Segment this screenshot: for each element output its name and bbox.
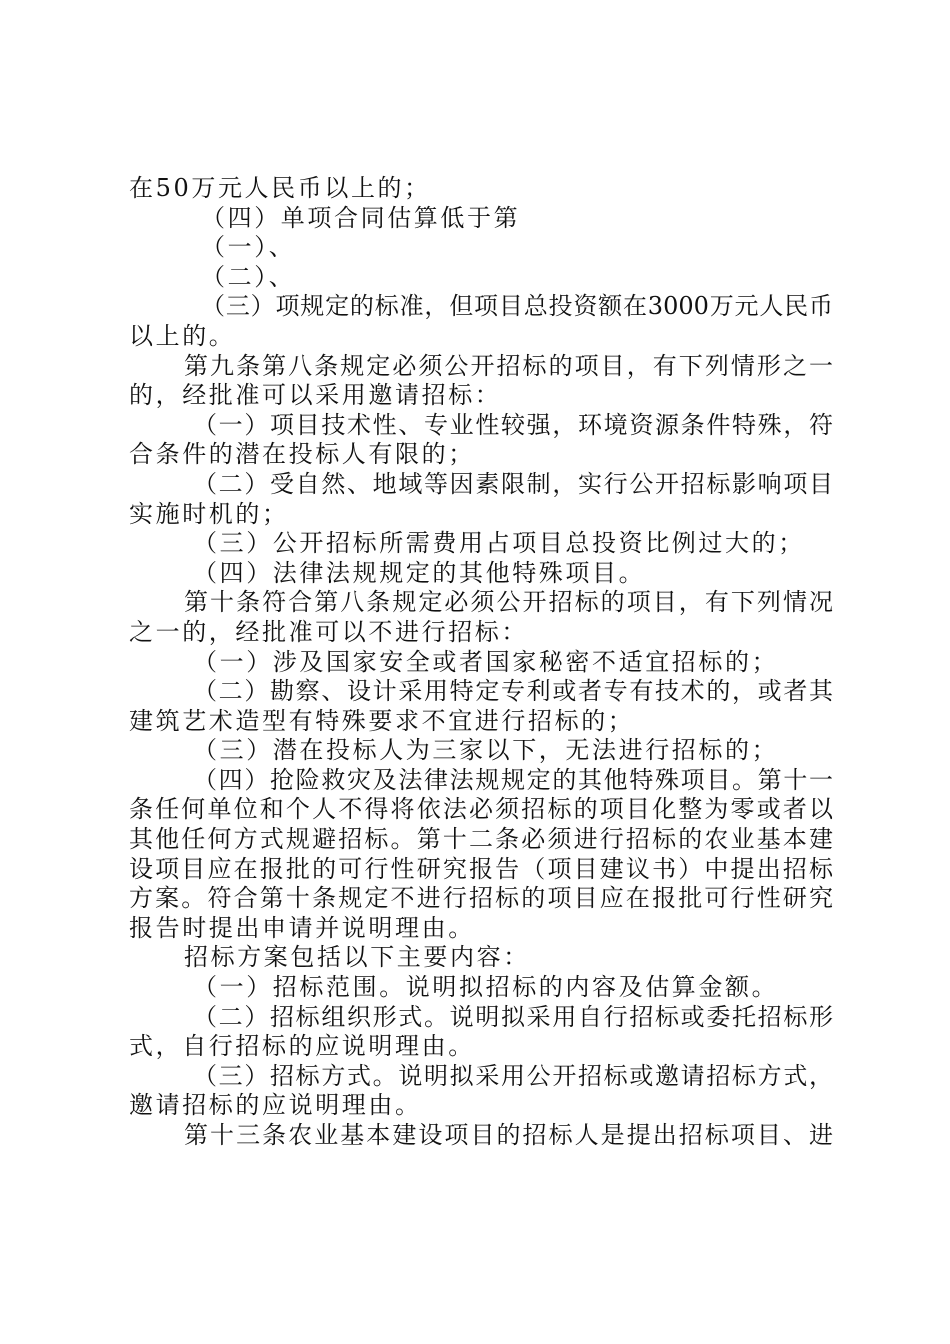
text-line-13: （三）公开招标所需费用占项目总投资比例过大的； xyxy=(193,529,805,558)
text-line-26: 报告时提出申请并说明理由。 xyxy=(129,913,475,942)
text-line-8: 的，经批准可以采用邀请招标： xyxy=(129,381,502,410)
text-line-18: （二）勘察、设计采用特定专利或者专有技术的，或者其 xyxy=(193,677,833,706)
text-line-27: 招标方案包括以下主要内容： xyxy=(184,943,530,972)
text-line-31: （三）招标方式。说明拟采用公开招标或邀请招标方式， xyxy=(193,1061,833,1090)
text-line-4: （二）、 xyxy=(201,262,296,291)
text-line-21: （四）抢险救灾及法律法规规定的其他特殊项目。第十一 xyxy=(193,765,833,794)
text-line-12: 实施时机的； xyxy=(129,499,289,528)
text-line-14: （四）法律法规规定的其他特殊项目。 xyxy=(193,558,646,587)
text-line-24: 设项目应在报批的可行性研究报告（项目建议书）中提出招标 xyxy=(129,854,833,883)
text-line-25: 方案。符合第十条规定不进行招标的项目应在报批可行性研究 xyxy=(129,884,833,913)
text-line-19: 建筑艺术造型有特殊要求不宜进行招标的； xyxy=(129,706,635,735)
text-line-28: （一）招标范围。说明拟招标的内容及估算金额。 xyxy=(193,973,779,1002)
text-line-2: （四）单项合同估算低于第 xyxy=(201,203,521,232)
text-line-20: （三）潜在投标人为三家以下，无法进行招标的； xyxy=(193,736,779,765)
text-line-7: 第九条第八条规定必须公开招标的项目，有下列情形之一 xyxy=(184,351,833,380)
text-line-15: 第十条符合第八条规定必须公开招标的项目，有下列情况 xyxy=(184,588,833,617)
text-line-3: （一）、 xyxy=(201,233,296,262)
text-line-32: 邀请招标的应说明理由。 xyxy=(129,1091,422,1120)
text-line-11: （二）受自然、地域等因素限制，实行公开招标影响项目 xyxy=(193,469,833,498)
body-text xyxy=(129,174,833,1151)
text-line-5: （三）项规定的标准，但项目总投资额在3000万元人民币 xyxy=(201,292,833,321)
text-line-29: （二）招标组织形式。说明拟采用自行招标或委托招标形 xyxy=(193,1002,833,1031)
text-line-17: （一）涉及国家安全或者国家秘密不适宜招标的； xyxy=(193,647,779,676)
text-line-23: 其他任何方式规避招标。第十二条必须进行招标的农业基本建 xyxy=(129,825,833,854)
text-line-30: 式，自行招标的应说明理由。 xyxy=(129,1032,475,1061)
text-line-10: 合条件的潜在投标人有限的； xyxy=(129,440,475,469)
text-line-6: 以上的。 xyxy=(129,321,236,350)
text-line-1: 在50万元人民币以上的； xyxy=(129,174,431,202)
text-line-33: 第十三条农业基本建设项目的招标人是提出招标项目、进 xyxy=(184,1121,833,1149)
text-line-22: 条任何单位和个人不得将依法必须招标的项目化整为零或者以 xyxy=(129,795,833,824)
text-line-16: 之一的，经批准可以不进行招标： xyxy=(129,617,528,646)
text-line-9: （一）项目技术性、专业性较强，环境资源条件特殊，符 xyxy=(193,410,833,439)
